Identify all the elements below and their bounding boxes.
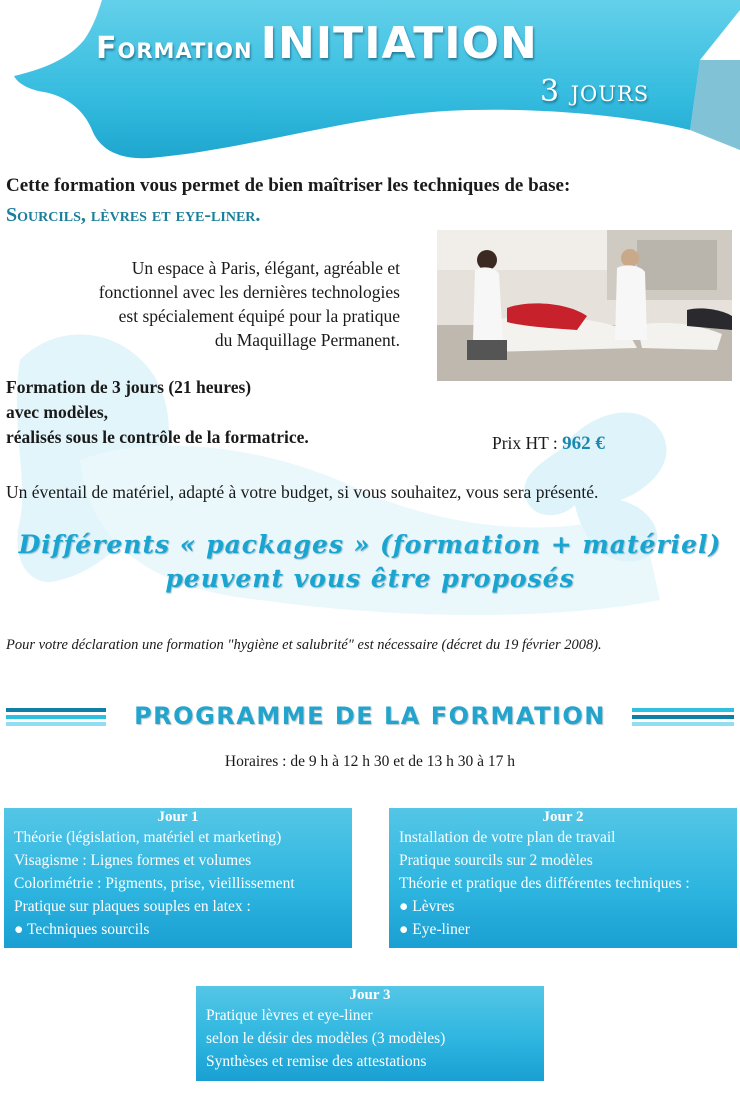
packages-line-2: peuvent vous être proposés (165, 564, 575, 593)
day-line: ● Lèvres (399, 898, 455, 915)
intro-subline: Sourcils, lèvres et eye-liner. (6, 204, 261, 226)
banner-subtitle: 3 jours (540, 74, 650, 109)
day-line: ● Techniques sourcils (14, 921, 150, 938)
training-details (6, 375, 309, 450)
day-line: Pratique lèvres et eye-liner (206, 1007, 373, 1024)
packages-callout (0, 528, 740, 596)
banner-title (96, 18, 538, 69)
day-line: Installation de votre plan de travail (399, 829, 616, 846)
materiel-text: Un éventail de matériel, adapté à votre budget, si vous souhaitez, vous sera présenté. (6, 482, 599, 502)
banner-title-small: Formation (96, 31, 253, 66)
day-line: selon le désir des modèles (3 modèles) (206, 1030, 446, 1047)
day-title: Jour 2 (542, 809, 584, 825)
price (492, 433, 605, 455)
banner-title-big: INITIATION (260, 18, 538, 69)
description-line: Un espace à Paris, élégant, agréable et (131, 258, 400, 278)
description-line: fonctionnel avec les dernières technologies (98, 282, 400, 302)
salon-photo (437, 230, 732, 381)
price-label: Prix HT : (492, 433, 563, 453)
description-line: est spécialement équipé pour la pratique (118, 306, 400, 326)
description (20, 256, 400, 352)
day-line: Colorimétrie : Pigments, prise, vieillissement (14, 875, 295, 892)
header-banner (0, 0, 740, 160)
details-line: Formation de 3 jours (21 heures) (6, 377, 252, 397)
day-line: Théorie et pratique des différentes techniques : (399, 875, 690, 892)
day-line: ● Eye-liner (399, 921, 470, 938)
programme-title: PROGRAMME DE LA FORMATION (134, 702, 606, 730)
day-line: Pratique sourcils sur 2 modèles (399, 852, 593, 869)
day-line: Pratique sur plaques souples en latex : (14, 898, 251, 915)
hygiene-note: Pour votre déclaration une formation "hygiène et salubrité" est nécessaire (décret du 19 février 2008). (6, 637, 602, 653)
horaires: Horaires : de 9 h à 12 h 30 et de 13 h 30 à 17 h (224, 753, 516, 770)
day-line: Visagisme : Lignes formes et volumes (14, 852, 252, 869)
day-1-box (4, 808, 352, 948)
day-2-box (389, 808, 737, 948)
day-line: Théorie (législation, matériel et marketing) (14, 829, 282, 846)
description-line: du Maquillage Permanent. (214, 330, 400, 350)
packages-line-1: Différents « packages » (formation + matériel) (18, 530, 722, 559)
day-title: Jour 3 (349, 987, 391, 1003)
day-title: Jour 1 (157, 809, 199, 825)
day-3-box (196, 986, 544, 1081)
day-line: Synthèses et remise des attestations (206, 1053, 427, 1070)
price-value: 962 € (562, 433, 605, 454)
details-line: réalisés sous le contrôle de la formatrice. (6, 427, 309, 447)
intro-headline: Cette formation vous permet de bien maîtriser les techniques de base: (6, 175, 571, 196)
details-line: avec modèles, (6, 402, 109, 422)
